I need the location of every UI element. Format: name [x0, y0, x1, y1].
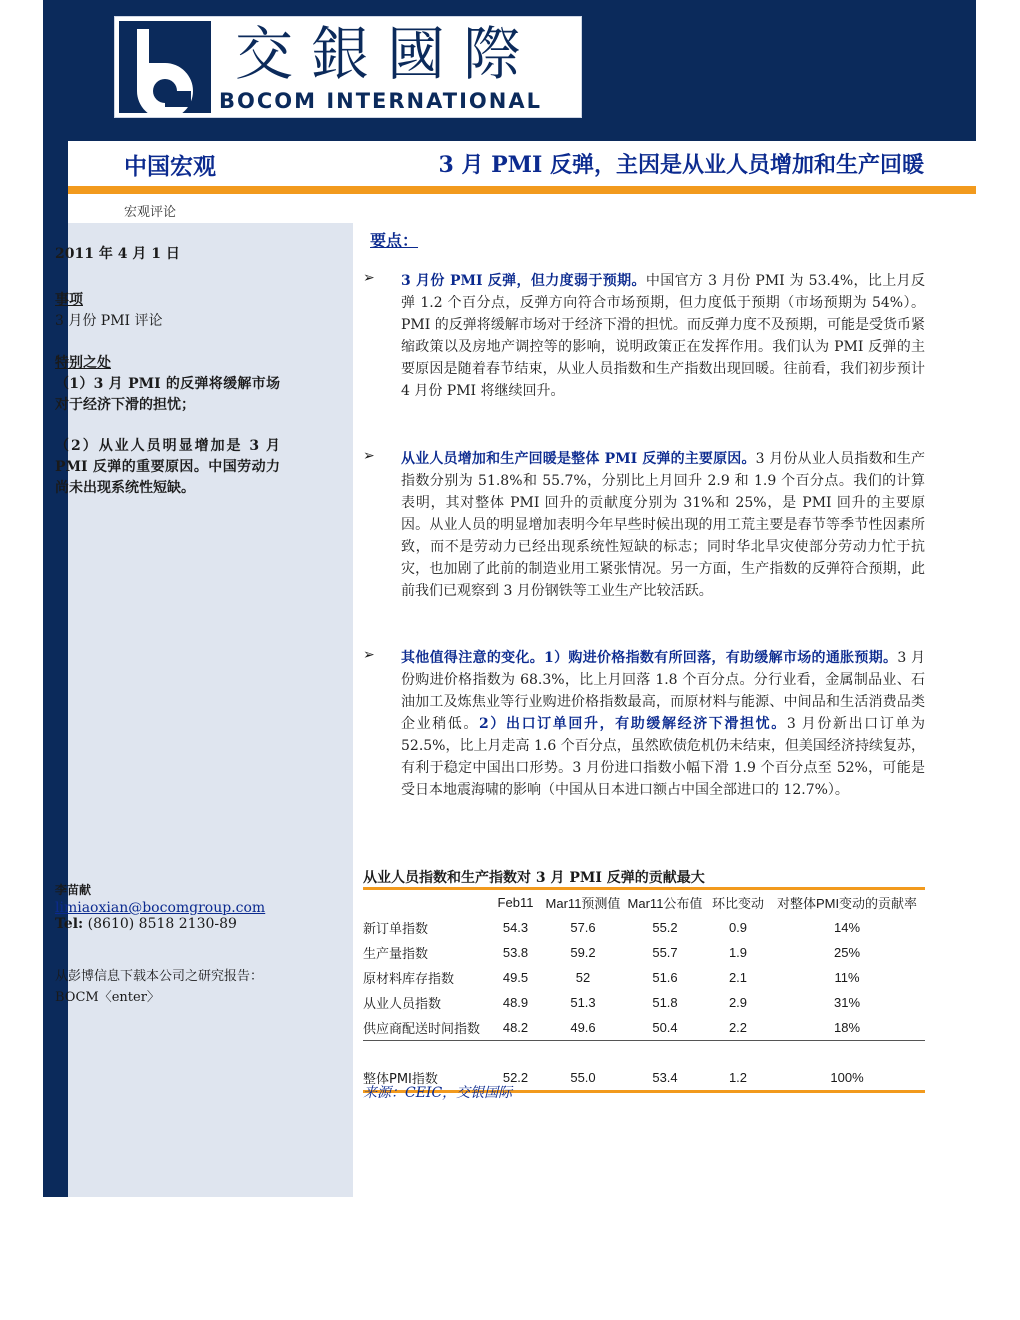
table-row: [363, 915, 925, 940]
keypoint-3-body-1: 3 月份购进价格指数为 68.3%，比上月回落 1.8 个百分点。分行业看，金属制品业、石油加工及炼焦业等行业购进价格指数最高，而原材料与能源、中间品和生活消费品类企业稍低。: [401, 650, 925, 732]
table-cell: 55.2: [652, 920, 678, 935]
table-cell: 55.7: [652, 945, 678, 960]
keypoint-2-head: 从业人员增加和生产回暖是整体 PMI 反弹的主要原因。: [401, 451, 756, 467]
table-cell: 31%: [833, 995, 861, 1010]
table-cell: 11%: [834, 970, 860, 985]
keypoint-3-body-2: 3 月份新出口订单为 52.5%，比上月走高 1.6 个百分点，虽然欧债危机仍未结束，但美国经济持续复苏，有利于稳定中国出口形势。3 月份进口指数小幅下滑 1.9 个百分点至 52%，可能是受日本地震海啸的影响（中国从日本进口额占中国全部进口的 12.7%）。: [401, 716, 925, 798]
bocom-logo-icon: [119, 21, 211, 113]
section-label: 中国宏观: [124, 153, 216, 180]
pmi-table: [363, 887, 925, 1093]
title-row: [68, 141, 976, 187]
analyst-name: 李苗献: [55, 883, 92, 897]
arrow-bullet-icon: ➢: [363, 448, 375, 464]
event-text: 3 月份 PMI 评论: [55, 313, 163, 329]
keypoint-3: [363, 647, 925, 801]
row-label: 原材料库存指数: [363, 972, 455, 987]
keypoints-title: 要点：: [370, 231, 419, 250]
table-cell: 2.1: [728, 970, 748, 985]
table-cell: 52: [575, 970, 591, 985]
table-source: 来源：CEIC，交银国际: [363, 1085, 513, 1101]
table-cell: 14%: [833, 920, 861, 935]
table-cell: 1.2: [707, 1065, 769, 1092]
keypoint-1-body: 中国官方 3 月份 PMI 为 53.4%，比上月反弹 1.2 个百分点，反弹方向符合市场预期，但力度低于预期（市场预期为 54%）。PMI 的反弹将缓解市场对于经济下滑的担忧。而反弹力度不及预期，可能是受货币紧缩政策以及房地产调控等的影响，说明政策正在发挥作用。我们认为 PMI 反弹的主要原因是随着春节结束，从业人员指数和生产指数出现回暖。往前看，我们初步预计 4 月份 PMI 将继续回升。: [401, 273, 925, 399]
table-row: [363, 940, 925, 965]
bloomberg-note: 从彭博信息下载本公司之研究报告：BOCM〈enter〉: [55, 969, 264, 1005]
row-label: 生产量指数: [363, 947, 429, 962]
row-label: 整体PMI指数: [363, 1065, 488, 1092]
arrow-bullet-icon: ➢: [363, 270, 375, 286]
table-cell: 0.9: [728, 920, 748, 935]
report-headline: 3 月 PMI 反弹，主因是从业人员增加和生产回暖: [438, 152, 924, 178]
table-cell: 49.5: [502, 970, 529, 985]
table-cell: 100%: [769, 1065, 925, 1092]
table-cell: 51.8: [652, 995, 678, 1010]
event-heading: 事项: [55, 292, 83, 308]
table-title: 从业人员指数和生产指数对 3 月 PMI 反弹的贡献最大: [363, 870, 705, 886]
header-cell: 环比变动: [707, 889, 769, 916]
phone-label: Tel:: [55, 916, 84, 932]
keypoint-1-head: 3 月份 PMI 反弹，但力度弱于预期。: [401, 273, 646, 289]
table-spacer-row: [363, 1041, 925, 1066]
keypoint-3-head-1: 其他值得注意的变化。1）购进价格指数有所回落，有助缓解市场的通胀预期。: [401, 650, 898, 666]
report-date: 2011 年 4 月 1 日: [55, 246, 180, 262]
keypoint-2: [363, 448, 925, 602]
row-label: 从业人员指数: [363, 997, 442, 1012]
analyst-phone: [55, 914, 280, 935]
table-cell: 48.9: [502, 995, 529, 1010]
table-header-row: [363, 889, 925, 916]
left-accent-bar: [43, 0, 68, 1197]
header-cell: [363, 889, 488, 916]
table-cell: 50.4: [623, 1015, 707, 1041]
table-cell: 48.2: [488, 1015, 543, 1041]
table-cell: 51.3: [570, 995, 596, 1010]
arrow-bullet-icon: ➢: [363, 647, 375, 663]
row-label: 新订单指数: [363, 922, 429, 937]
title-underline: [68, 186, 976, 194]
table-cell: 2.9: [728, 995, 748, 1010]
table-cell: 2.2: [707, 1015, 769, 1041]
table-cell: 57.6: [570, 920, 596, 935]
table-cell: 55.0: [543, 1065, 623, 1092]
table-cell: 53.4: [623, 1065, 707, 1092]
header-cell: Mar11预测值: [543, 889, 623, 916]
table-row: [363, 990, 925, 1015]
notes-heading: 特别之处: [55, 355, 111, 371]
table-cell: 53.8: [502, 945, 529, 960]
table-cell: 51.6: [652, 970, 678, 985]
document-type: 宏观评论: [124, 205, 177, 220]
logo-chinese-name: 交銀國際: [235, 20, 540, 88]
header-cell: 对整体PMI变动的贡献率: [769, 889, 925, 916]
table-row: [363, 965, 925, 990]
analyst-email-link[interactable]: limiaoxian@bocomgroup.com: [55, 900, 266, 916]
keypoint-1: [363, 270, 925, 402]
keypoint-3-head-2: 2）出口订单回升，有助缓解经济下滑担忧。: [479, 716, 787, 732]
header-cell: Mar11公布值: [623, 889, 707, 916]
note-2: （2）从业人员明显增加是 3 月 PMI 反弹的重要原因。中国劳动力尚未出现系统性短缺。: [55, 438, 280, 496]
row-label: 供应商配送时间指数: [363, 1015, 488, 1041]
table-cell: 52.2: [488, 1065, 543, 1092]
logo-english-name: BOCOM INTERNATIONAL: [219, 89, 542, 113]
company-logo: [114, 16, 582, 118]
header-cell: Feb11: [488, 889, 543, 916]
table-cell: 54.3: [502, 920, 529, 935]
note-1: （1）3 月 PMI 的反弹将缓解市场对于经济下滑的担忧；: [55, 376, 280, 413]
table-row: [363, 1015, 925, 1041]
table-cell: 18%: [769, 1015, 925, 1041]
table-cell: 1.9: [728, 945, 748, 960]
table-cell: 49.6: [543, 1015, 623, 1041]
keypoint-2-body: 3 月份从业人员指数和生产指数分别为 51.8%和 55.7%，分别比上月回升 2.9 和 1.9 个百分点。我们的计算表明，其对整体 PMI 回升的贡献度分别为 31%和 25%，是 PMI 回升的主要原因。从业人员的明显增加表明今年早些时候出现的用工荒主要是春节等季节性因素所致，而不是劳动力已经出现系统性短缺的标志；同时华北旱灾使部分劳动力忙于抗灾，也加剧了此前的制造业用工紧张情况。另一方面，生产指数的反弹符合预期，此前我们已观察到 3 月份钢铁等工业生产比较活跃。: [401, 451, 925, 599]
phone-number: (8610) 8518 2130-89: [87, 916, 237, 932]
table-cell: 25%: [833, 945, 861, 960]
table-cell: 59.2: [570, 945, 596, 960]
